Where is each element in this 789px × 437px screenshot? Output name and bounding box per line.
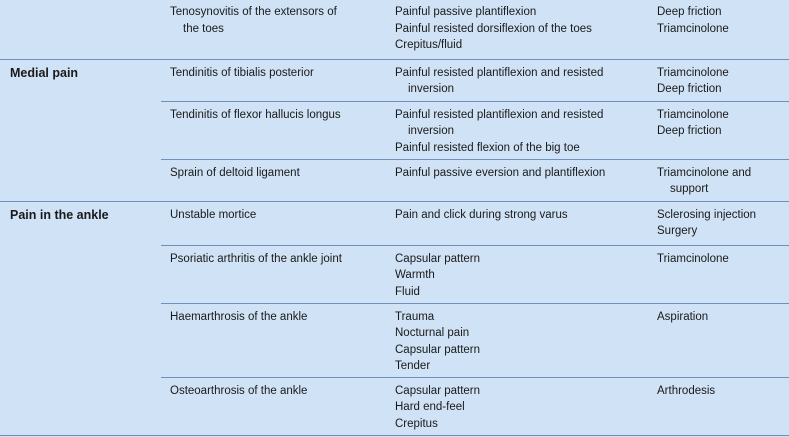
findings-cell [386, 159, 648, 201]
finding-line: Painful resisted plantiflexion and resisted [395, 108, 604, 121]
treatment-cell [648, 377, 789, 435]
treatment-line: Aspiration [657, 310, 709, 323]
condition-cell [161, 377, 386, 435]
finding-line: Painful passive plantiflexion [395, 6, 537, 18]
condition-line: the toes [183, 22, 224, 35]
treatment-line: Triamcinolone [657, 66, 729, 79]
condition-cell [161, 159, 386, 201]
finding-line: Capsular pattern [395, 384, 481, 397]
findings-cell [386, 201, 648, 245]
findings-cell [386, 101, 648, 159]
finding-line: Crepitus/fluid [395, 39, 463, 51]
table-row [0, 303, 789, 377]
condition-cell [161, 101, 386, 159]
condition-cell [161, 0, 386, 59]
finding-line: inversion [408, 83, 455, 95]
treatment-line: Triamcinolone [657, 108, 729, 121]
finding-line: Pain and click during strong varus [395, 208, 568, 221]
condition-line: Tenosynovitis of the extensors of [170, 6, 337, 18]
condition-line: Tendinitis of flexor hallucis longus [170, 108, 341, 121]
findings-cell [386, 59, 648, 101]
region-cell [0, 101, 161, 159]
finding-line: Fluid [395, 285, 420, 298]
treatment-cell [648, 59, 789, 101]
finding-line: Capsular pattern [395, 343, 481, 356]
treatment-line: Deep friction [657, 125, 722, 137]
table-row [0, 101, 789, 159]
region-cell [0, 377, 161, 435]
condition-cell [161, 245, 386, 303]
treatment-cell [648, 303, 789, 377]
findings-cell [386, 0, 648, 59]
treatment-cell [648, 245, 789, 303]
table-row [0, 0, 789, 59]
treatment-line: support [670, 183, 709, 195]
table-row [0, 245, 789, 303]
finding-line: Painful resisted dorsiflexion of the toes [395, 22, 592, 35]
treatment-cell [648, 159, 789, 201]
region-cell [0, 245, 161, 303]
treatment-cell [648, 201, 789, 245]
findings-cell [386, 245, 648, 303]
condition-line: Psoriatic arthritis of the ankle joint [170, 252, 342, 265]
treatment-line: Triamcinolone [657, 252, 729, 265]
treatment-line: Sclerosing injection [657, 208, 757, 221]
condition-line: Tendinitis of tibialis posterior [170, 66, 314, 79]
treatment-line: Deep friction [657, 6, 722, 18]
findings-cell [386, 377, 648, 435]
condition-line: Haemarthrosis of the ankle [170, 310, 308, 323]
table-row [0, 159, 789, 201]
region-cell [0, 0, 161, 59]
finding-line: Trauma [395, 310, 435, 323]
table-row [0, 201, 789, 245]
findings-cell [386, 303, 648, 377]
condition-line: Unstable mortice [170, 208, 257, 221]
condition-line: Sprain of deltoid ligament [170, 166, 300, 179]
condition-line: Osteoarthrosis of the ankle [170, 384, 308, 397]
finding-line: Tender [395, 360, 431, 372]
condition-cell [161, 201, 386, 245]
condition-cell [161, 303, 386, 377]
region-cell [0, 303, 161, 377]
treatment-line: Triamcinolone [657, 22, 729, 35]
region-cell: Medial pain [10, 65, 79, 80]
region-cell: Pain in the ankle [10, 207, 109, 222]
treatment-line: Deep friction [657, 83, 722, 95]
treatment-cell [648, 0, 789, 59]
table-row [0, 377, 789, 435]
finding-line: Hard end-feel [395, 401, 465, 413]
treatment-line: Arthrodesis [657, 384, 716, 397]
treatment-line: Surgery [657, 225, 698, 237]
finding-line: Crepitus [395, 417, 438, 430]
treatment-cell [648, 101, 789, 159]
condition-cell [161, 59, 386, 101]
finding-line: Nocturnal pain [395, 327, 470, 339]
finding-line: Painful resisted plantiflexion and resisted [395, 66, 604, 79]
finding-line: Painful resisted flexion of the big toe [395, 141, 580, 154]
finding-line: Painful passive eversion and plantiflexion [395, 166, 606, 179]
region-cell [0, 159, 161, 201]
finding-line: Warmth [395, 269, 435, 281]
finding-line: inversion [408, 125, 455, 137]
table-row [0, 59, 789, 101]
treatment-line: Triamcinolone and [657, 166, 752, 179]
finding-line: Capsular pattern [395, 252, 481, 265]
